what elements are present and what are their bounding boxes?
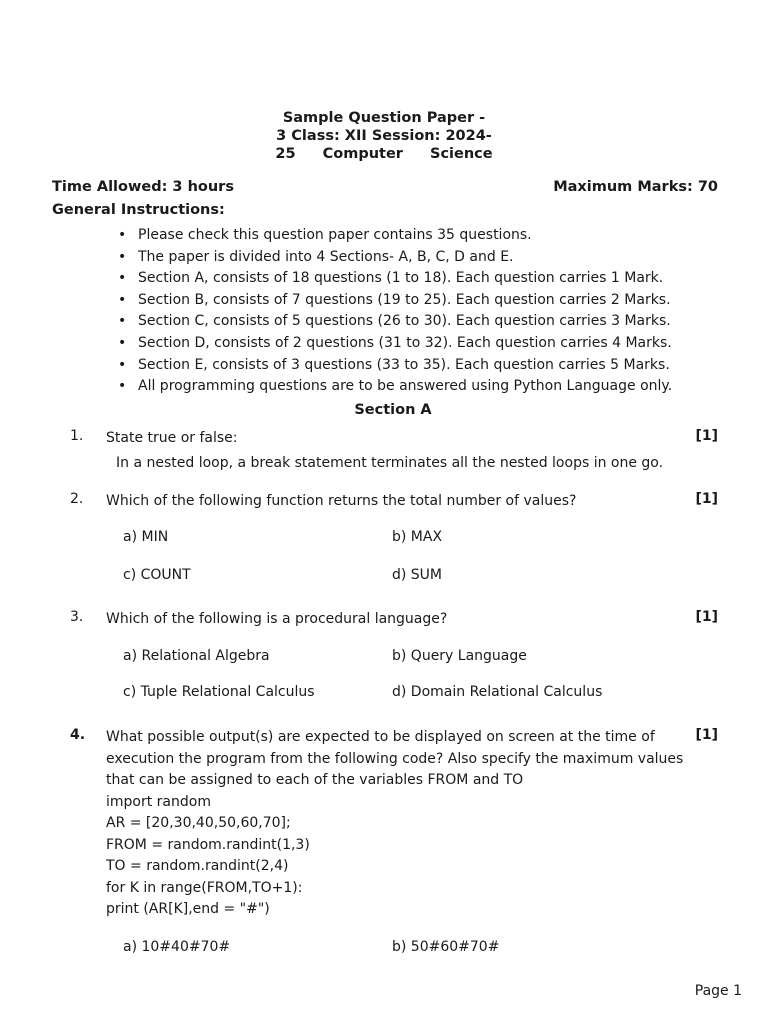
code-line: AR = [20,30,40,50,60,70];: [106, 815, 291, 831]
general-instructions-list: [116, 225, 672, 398]
bullet-icon: •: [118, 248, 127, 265]
question-text-line: that can be assigned to each of the variables FROM and TO: [106, 772, 524, 788]
option-b: b) 50#60#70#: [392, 939, 500, 955]
instruction-item: • Section C, consists of 5 questions (26 to 30). Each question carries 3 Marks.: [116, 311, 672, 333]
general-instructions-heading: General Instructions:: [52, 202, 225, 218]
option-d: d) SUM: [392, 567, 443, 583]
question-number: 2.: [70, 491, 84, 507]
instruction-item: • Section B, consists of 7 questions (19 to 25). Each question carries 2 Marks.: [116, 290, 672, 312]
question-number: 1.: [70, 428, 84, 444]
option-d: d) Domain Relational Calculus: [392, 684, 603, 700]
section-a-heading: Section A: [354, 402, 432, 418]
instruction-item: • Section E, consists of 3 questions (33 to 35). Each question carries 5 Marks.: [116, 355, 672, 377]
instruction-item: • The paper is divided into 4 Sections- A, B, C, D and E.: [116, 247, 672, 269]
question-marks: [1]: [695, 727, 718, 743]
code-line: for K in range(FROM,TO+1):: [106, 879, 303, 896]
question-marks: [1]: [695, 428, 718, 444]
instruction-item: • Please check this question paper contains 35 questions.: [116, 225, 672, 247]
bullet-icon: •: [118, 378, 127, 395]
bullet-icon: •: [118, 313, 127, 330]
code-line: import random: [106, 793, 211, 810]
question-text: Which of the following is a procedural language?: [106, 611, 448, 627]
question-2: [70, 491, 720, 591]
instruction-item: • Section A, consists of 18 questions (1 to 18). Each question carries 1 Mark.: [116, 268, 672, 290]
maximum-marks: Maximum Marks: 70: [553, 179, 718, 195]
bullet-icon: •: [118, 227, 127, 243]
bullet-icon: •: [118, 291, 127, 308]
paper-title: [0, 109, 768, 163]
option-c: c) Tuple Relational Calculus: [123, 684, 315, 700]
question-marks: [1]: [695, 491, 718, 507]
title-line-3: 25 Computer Science: [275, 146, 493, 162]
bullet-icon: •: [118, 356, 127, 373]
title-line-2: 3 Class: XII Session: 2024-: [276, 128, 492, 144]
question-text-line: What possible output(s) are expected to be displayed on screen at the time of: [106, 729, 655, 745]
question-number: 4.: [70, 727, 86, 743]
page-number: Page 1: [694, 983, 742, 999]
question-text: [106, 727, 696, 921]
bullet-icon: •: [118, 334, 127, 351]
option-b: b) Query Language: [392, 648, 527, 664]
question-3: [70, 609, 720, 709]
question-1: [70, 428, 720, 478]
instruction-item: • All programming questions are to be answered using Python Language only.: [116, 376, 672, 398]
question-statement: In a nested loop, a break statement terminates all the nested loops in one go.: [116, 455, 664, 471]
option-a: a) 10#40#70#: [123, 939, 231, 955]
question-4: [70, 727, 720, 967]
question-marks: [1]: [695, 609, 718, 625]
code-line: TO = random.randint(2,4): [106, 858, 289, 874]
option-a: a) Relational Algebra: [123, 648, 270, 664]
meta-row: [52, 178, 718, 196]
time-allowed: Time Allowed: 3 hours: [52, 179, 234, 195]
bullet-icon: •: [118, 270, 127, 287]
question-text: State true or false:: [106, 430, 238, 446]
code-line: print (AR[K],end = "#"): [106, 901, 270, 917]
option-b: b) MAX: [392, 529, 443, 545]
option-c: c) COUNT: [123, 567, 191, 583]
question-number: 3.: [70, 609, 84, 625]
question-text: Which of the following function returns the total number of values?: [106, 493, 577, 509]
title-line-1: Sample Question Paper -: [282, 110, 486, 126]
question-text-line: execution the program from the following code? Also specify the maximum values: [106, 750, 684, 767]
instruction-item: • Section D, consists of 2 questions (31 to 32). Each question carries 4 Marks.: [116, 333, 672, 355]
option-a: a) MIN: [123, 529, 169, 545]
code-line: FROM = random.randint(1,3): [106, 836, 310, 853]
